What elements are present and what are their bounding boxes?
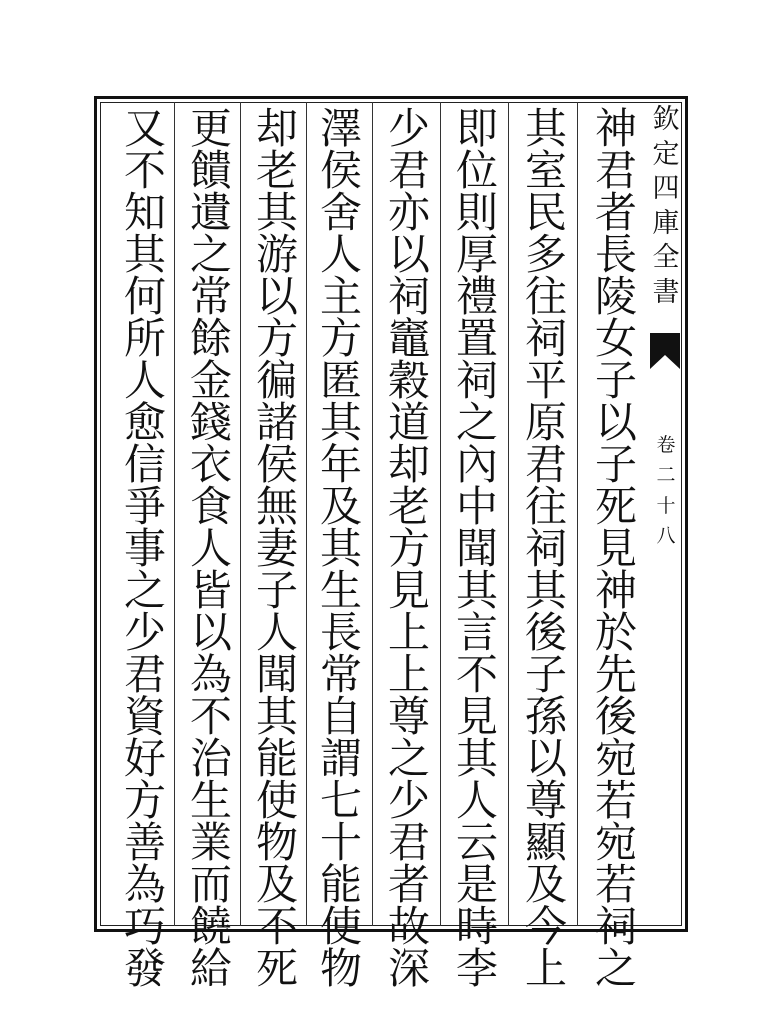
glyph: 見 [594,524,637,573]
glyph: 若 [594,860,637,909]
glyph: 生 [319,566,362,615]
glyph: 為 [189,650,232,699]
glyph: 於 [594,608,637,657]
margin-juan-label [652,436,680,546]
glyph: 以 [594,398,637,447]
glyph: 之 [123,566,166,615]
glyph: 事 [123,524,166,573]
glyph: 多 [524,230,567,279]
glyph: 平 [524,356,567,405]
glyph: 所 [123,314,166,363]
glyph: 以 [524,734,567,783]
glyph: 皆 [189,566,232,615]
glyph: 祠 [594,902,637,951]
text-column [517,104,575,993]
glyph: 以 [387,230,430,279]
glyph: 孫 [524,692,567,741]
glyph: 穀 [387,356,430,405]
glyph: 位 [455,146,498,195]
glyph: 子 [594,440,637,489]
glyph: 侯 [255,440,298,489]
glyph: 信 [123,440,166,489]
glyph: 厚 [455,230,498,279]
glyph: 匿 [319,356,362,405]
glyph: 先 [594,650,637,699]
glyph: 祠 [524,314,567,363]
glyph: 女 [594,314,637,363]
glyph: 子 [594,356,637,405]
glyph: 而 [189,860,232,909]
glyph: 祠 [455,356,498,405]
glyph: 少 [123,608,166,657]
glyph: 深 [387,944,430,993]
glyph: 內 [455,440,498,489]
glyph: 及 [524,860,567,909]
glyph: 云 [455,818,498,867]
text-column [182,104,240,993]
glyph: 老 [387,482,430,531]
glyph: 其 [255,188,298,237]
glyph: 宛 [594,734,637,783]
glyph: 方 [319,314,362,363]
glyph: 上 [387,608,430,657]
glyph: 尊 [387,692,430,741]
glyph: 顯 [524,818,567,867]
glyph: 之 [189,230,232,279]
column-rule [440,102,441,926]
glyph: 及 [255,860,298,909]
column-rule [508,102,509,926]
glyph: 物 [319,944,362,993]
glyph: 諸 [255,398,298,447]
glyph: 二 [656,464,676,487]
glyph: 治 [189,734,232,783]
glyph: 善 [123,818,166,867]
glyph: 以 [255,272,298,321]
glyph: 置 [455,314,498,363]
glyph: 錢 [189,398,232,447]
glyph: 神 [594,566,637,615]
glyph: 謂 [319,734,362,783]
glyph: 往 [524,482,567,531]
glyph: 饋 [189,146,232,195]
glyph: 十 [656,494,676,517]
glyph: 是 [455,860,498,909]
fishtail-mark-icon [650,333,680,369]
glyph: 今 [524,902,567,951]
glyph: 其 [524,566,567,615]
glyph: 能 [255,734,298,783]
column-rule [174,102,175,926]
glyph: 聞 [255,650,298,699]
column-rule [372,102,373,926]
column-rule [240,102,241,926]
glyph: 室 [524,146,567,195]
glyph: 物 [255,818,298,867]
glyph: 子 [524,650,567,699]
glyph: 不 [123,146,166,195]
glyph: 往 [524,272,567,321]
glyph: 書 [652,276,680,308]
glyph: 其 [319,524,362,573]
glyph: 君 [524,440,567,489]
glyph: 死 [594,482,637,531]
glyph: 竈 [387,314,430,363]
margin-book-title [646,106,686,306]
column-rule [577,102,578,926]
glyph: 其 [319,398,362,447]
glyph: 時 [455,902,498,951]
text-column [116,104,174,993]
glyph: 食 [189,482,232,531]
glyph: 八 [656,524,676,547]
glyph: 巧 [123,902,166,951]
glyph: 亦 [387,188,430,237]
glyph: 見 [455,692,498,741]
glyph: 妻 [255,524,298,573]
column-rule [306,102,307,926]
glyph: 又 [123,104,166,153]
glyph: 使 [255,776,298,825]
glyph: 更 [189,104,232,153]
glyph: 七 [319,776,362,825]
glyph: 見 [387,566,430,615]
glyph: 衣 [189,440,232,489]
text-column [448,104,506,993]
glyph: 若 [594,776,637,825]
glyph: 餘 [189,314,232,363]
glyph: 禮 [455,272,498,321]
glyph: 尊 [524,776,567,825]
glyph: 常 [319,650,362,699]
glyph: 欽 [652,104,680,135]
glyph: 侯 [319,146,362,195]
glyph: 無 [255,482,298,531]
glyph: 之 [455,398,498,447]
glyph: 爭 [123,482,166,531]
glyph: 全 [652,242,680,274]
glyph: 道 [387,398,430,447]
glyph: 人 [455,776,498,825]
glyph: 游 [255,230,298,279]
glyph: 卷 [656,434,676,456]
glyph: 不 [189,692,232,741]
glyph: 後 [524,608,567,657]
glyph: 定 [652,138,680,170]
glyph: 聞 [455,524,498,573]
glyph: 知 [123,188,166,237]
glyph: 不 [455,650,498,699]
glyph: 少 [387,776,430,825]
glyph: 生 [189,776,232,825]
glyph: 年 [319,440,362,489]
glyph: 君 [123,650,166,699]
text-column [380,104,438,993]
glyph: 方 [123,776,166,825]
glyph: 徧 [255,356,298,405]
glyph: 中 [455,482,498,531]
glyph: 却 [255,104,298,153]
glyph: 其 [455,734,498,783]
glyph: 君 [387,818,430,867]
glyph: 方 [255,314,298,363]
glyph: 其 [255,692,298,741]
glyph: 何 [123,272,166,321]
glyph: 遺 [189,188,232,237]
glyph: 常 [189,272,232,321]
glyph: 人 [255,608,298,657]
glyph: 其 [123,230,166,279]
glyph: 給 [189,944,232,993]
glyph: 庫 [652,207,680,239]
glyph: 言 [455,608,498,657]
glyph: 民 [524,188,567,237]
glyph: 舍 [319,188,362,237]
glyph: 則 [455,188,498,237]
glyph: 老 [255,146,298,195]
glyph: 人 [123,356,166,405]
glyph: 君 [387,146,430,195]
glyph: 金 [189,356,232,405]
glyph: 自 [319,692,362,741]
glyph: 者 [387,860,430,909]
glyph: 業 [189,818,232,867]
glyph: 上 [387,650,430,699]
glyph: 人 [189,524,232,573]
glyph: 為 [123,860,166,909]
glyph: 不 [255,902,298,951]
glyph: 之 [594,944,637,993]
glyph: 祠 [524,524,567,573]
glyph: 上 [524,944,567,993]
glyph: 發 [123,944,166,993]
glyph: 之 [387,734,430,783]
glyph: 四 [652,173,680,205]
glyph: 後 [594,692,637,741]
glyph: 陵 [594,272,637,321]
glyph: 故 [387,902,430,951]
glyph: 祠 [387,272,430,321]
glyph: 澤 [319,104,362,153]
glyph: 人 [319,230,362,279]
glyph: 死 [255,944,298,993]
glyph: 少 [387,104,430,153]
glyph: 李 [455,944,498,993]
glyph: 長 [594,230,637,279]
glyph: 者 [594,188,637,237]
text-column [248,104,306,993]
glyph: 却 [387,440,430,489]
glyph: 以 [189,608,232,657]
glyph: 神 [594,104,637,153]
glyph: 及 [319,482,362,531]
glyph: 長 [319,608,362,657]
glyph: 其 [524,104,567,153]
glyph: 饒 [189,902,232,951]
text-column [312,104,370,993]
glyph: 子 [255,566,298,615]
glyph: 十 [319,818,362,867]
glyph: 資 [123,692,166,741]
glyph: 好 [123,734,166,783]
glyph: 能 [319,860,362,909]
glyph: 君 [594,146,637,195]
glyph: 方 [387,524,430,573]
glyph: 宛 [594,818,637,867]
glyph: 愈 [123,398,166,447]
glyph: 主 [319,272,362,321]
glyph: 原 [524,398,567,447]
glyph: 使 [319,902,362,951]
glyph: 其 [455,566,498,615]
text-column [587,104,645,993]
glyph: 即 [455,104,498,153]
